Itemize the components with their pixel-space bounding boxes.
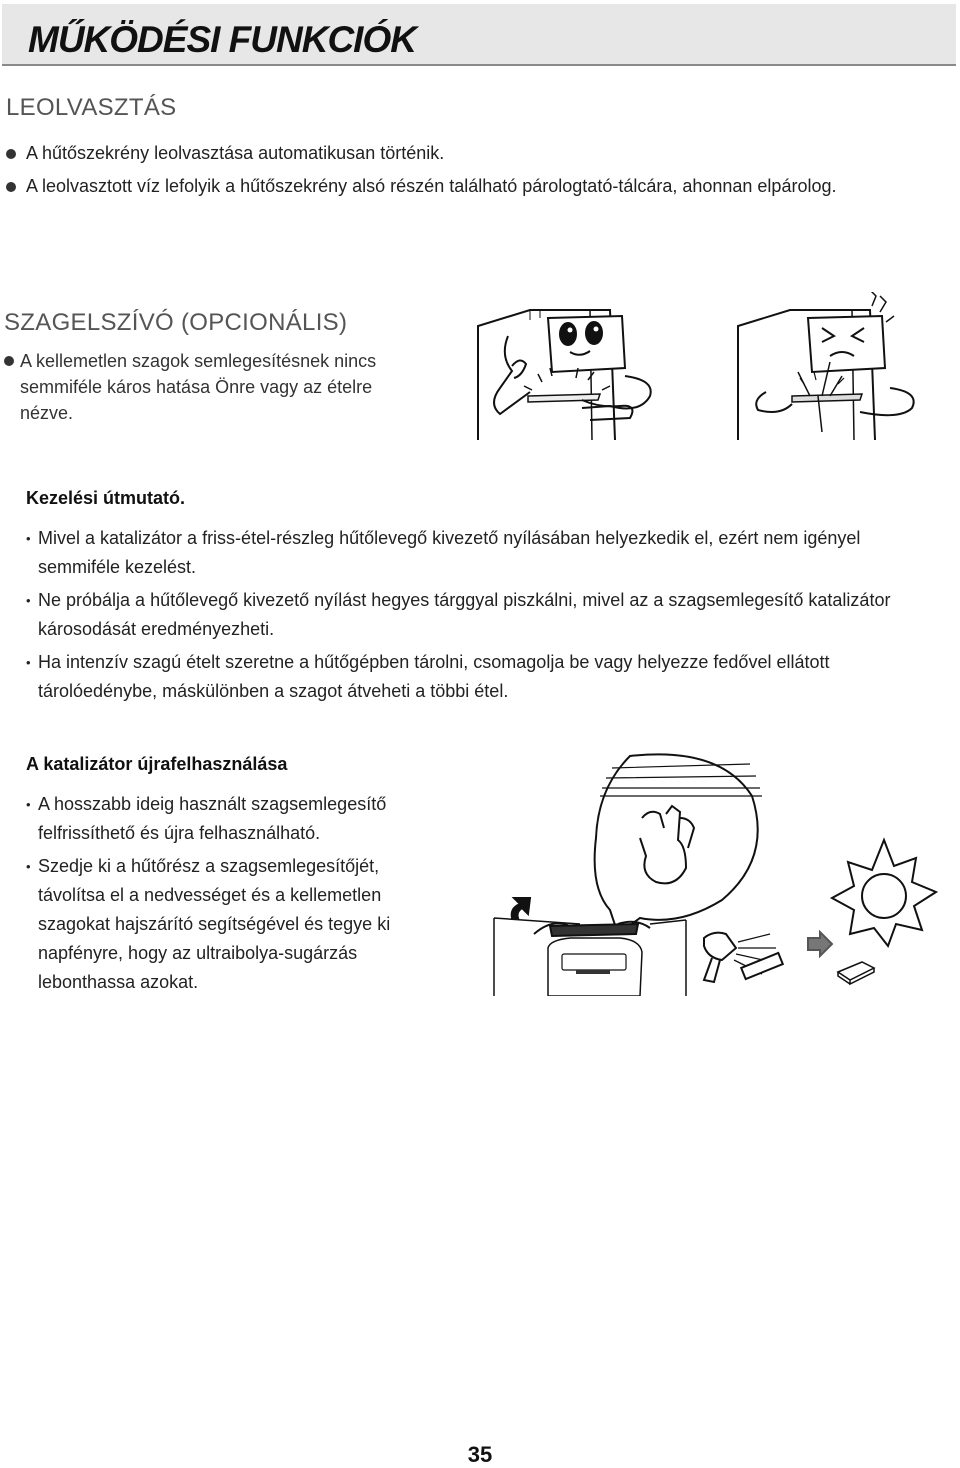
odor-title: SZAGELSZÍVÓ (OPCIONÁLIS) (4, 309, 348, 336)
reuse-title: A katalizátor újrafelhasználása (26, 754, 288, 774)
catalyst-reuse-illustration (490, 748, 950, 996)
page-number: 35 (467, 1442, 493, 1467)
list-item: • Ne próbálja a hűtőlevegő kivezető nyílást hegyes tárggyal piszkálni, mivel az a szagsemlegesítő katalizátor károsodását eredményezheti. (26, 586, 946, 644)
bullet-dot-icon (6, 149, 16, 159)
defrost-list (6, 137, 956, 203)
defrost-title: LEOLVASZTÁS (6, 94, 177, 121)
bullet-dot-icon (6, 182, 16, 192)
list-item: A leolvasztott víz lefolyik a hűtőszekrény alsó részén található párologtató-tálcára, ahonnan elpárolog. (6, 170, 956, 203)
list-item: • Ha intenzív szagú ételt szeretne a hűtőgépben tárolni, csomagolja be vagy helyezze fedővel ellátott tárolóedénybe, máskülönben a szagot átveheti a többi étel. (26, 648, 946, 706)
page-title: MŰKÖDÉSI FUNKCIÓK (28, 19, 416, 60)
handling-list (26, 524, 946, 710)
happy-fridge-illustration (470, 296, 695, 442)
handling-title: Kezelési útmutató. (26, 488, 186, 508)
reuse-list (26, 790, 436, 1001)
odor-description: A kellemetlen szagok semlegesítésnek nincs semmiféle káros hatása Önre vagy az ételre nézve. (4, 348, 424, 426)
unhappy-fridge-illustration (730, 292, 955, 442)
bullet-dot-icon (4, 356, 14, 366)
list-item: • Szedje ki a hűtőrész a szagsemlegesítőjét, távolítsa el a nedvességet és a kellemetlen szagokat hajszárító segítségével és tegye ki napfényre, hogy az ultraibolya-sugárzás lebonthassa azokat. (26, 852, 436, 997)
list-item: • A hosszabb ideig használt szagsemlegesítő felfrissíthető és újra felhasználható. (26, 790, 436, 848)
page-header (2, 4, 956, 66)
list-item: A hűtőszekrény leolvasztása automatikusan történik. (6, 137, 956, 170)
list-item: • Mivel a katalizátor a friss-étel-részleg hűtőlevegő kivezető nyílásában helyezkedik el, ezért nem igényel semmiféle kezelést. (26, 524, 946, 582)
